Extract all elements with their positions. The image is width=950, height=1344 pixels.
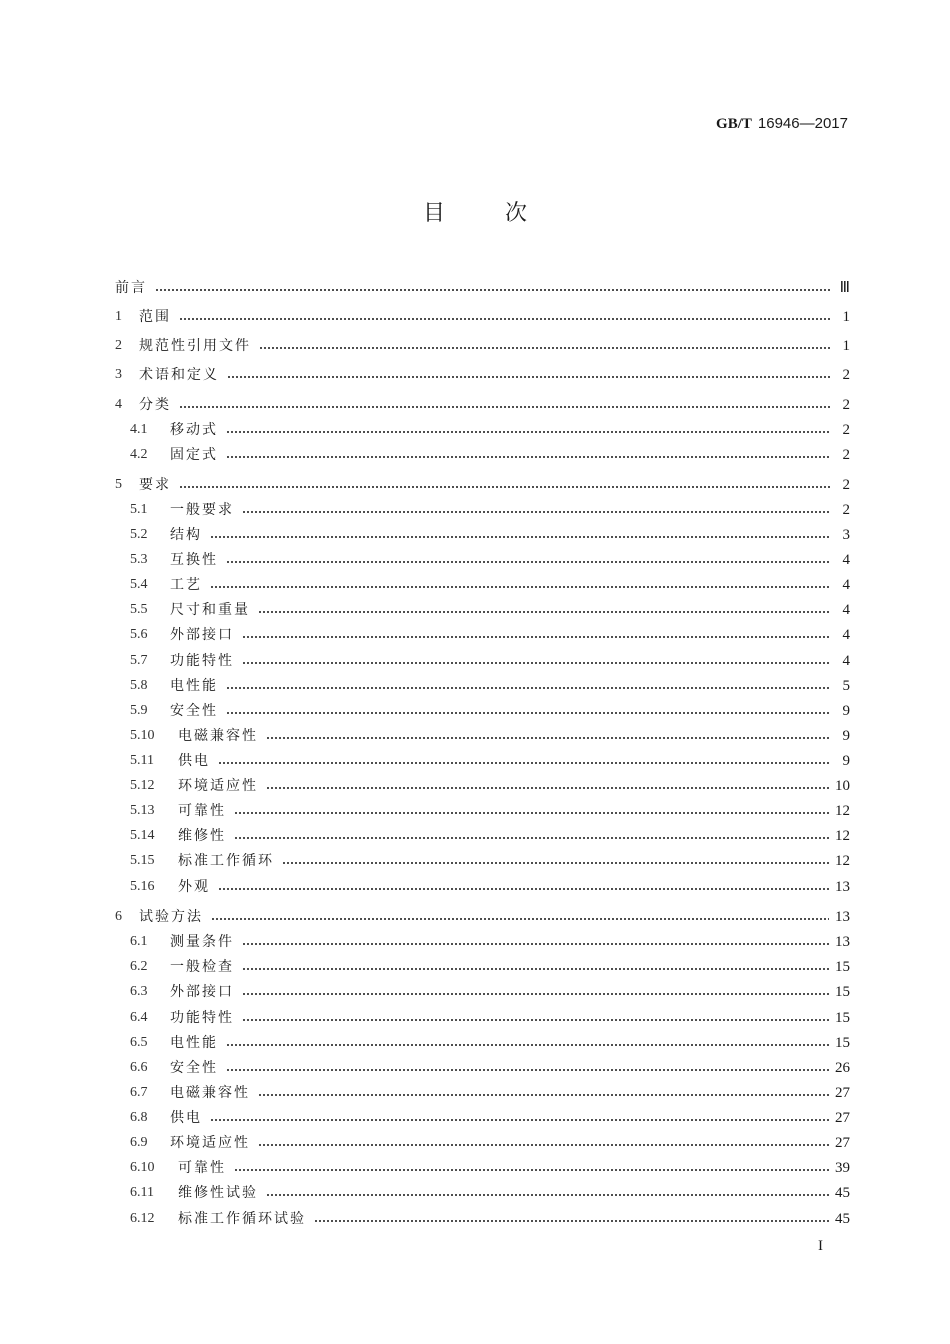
toc-entry-page: 27 (835, 1135, 850, 1151)
toc-entry-page: 1 (842, 338, 850, 354)
toc-entry-label: 环境适应性 (170, 1135, 250, 1151)
dot-leader (179, 474, 830, 496)
dot-leader (258, 599, 830, 621)
toc-entry-page: 2 (842, 397, 850, 413)
toc-entry-label: 前言 (115, 280, 147, 296)
toc-entry-number: 5.1 (130, 502, 148, 517)
dot-leader (282, 850, 829, 872)
toc-entry[interactable] (115, 850, 850, 872)
toc-entry-page: 4 (842, 602, 850, 618)
toc-entry-number: 5.7 (130, 653, 148, 668)
toc-entry-page: 2 (842, 367, 850, 383)
toc-entry-label: 一般检查 (170, 959, 234, 975)
toc-entry-label: 电性能 (170, 1035, 218, 1051)
toc-entry[interactable] (115, 1057, 850, 1079)
toc-entry-label: 供电 (170, 1110, 202, 1126)
toc-entry-label: 工艺 (170, 577, 202, 593)
toc-entry-page: 15 (835, 1010, 850, 1026)
dot-leader (211, 906, 829, 928)
toc-entry[interactable] (115, 876, 850, 898)
toc-entry-number: 5.12 (130, 778, 155, 793)
dot-leader (226, 1032, 829, 1054)
toc-entry[interactable] (115, 1032, 850, 1054)
toc-entry-page: 9 (842, 753, 850, 769)
toc-entry-number: 4.1 (130, 422, 148, 437)
dot-leader (242, 931, 829, 953)
dot-leader (179, 394, 830, 416)
toc-entry-number: 4.2 (130, 447, 148, 462)
toc-entry-label: 可靠性 (178, 803, 226, 819)
toc-entry[interactable] (115, 1007, 850, 1029)
toc-entry-label: 维修性试验 (178, 1185, 258, 1201)
dot-leader (314, 1208, 829, 1230)
title-char-2: 次 (505, 201, 528, 226)
toc-entry-page: 12 (835, 828, 850, 844)
toc-entry[interactable] (115, 1107, 850, 1129)
toc-entry[interactable] (115, 981, 850, 1003)
toc-entry-number: 6.7 (130, 1085, 148, 1100)
toc-entry-page: 27 (835, 1110, 850, 1126)
toc-entry-label: 功能特性 (170, 1010, 234, 1026)
toc-entry[interactable] (115, 675, 850, 697)
toc-entry-page: 4 (842, 552, 850, 568)
title-char-1: 目 (422, 201, 445, 226)
dot-leader (242, 981, 829, 1003)
toc-entry-label: 一般要求 (170, 502, 234, 518)
toc-entry-page: 2 (842, 477, 850, 493)
toc-entry-label: 安全性 (170, 703, 218, 719)
toc-entry[interactable] (115, 650, 850, 672)
toc-entry-label: 外部接口 (170, 627, 234, 643)
toc-entry-number: 6.3 (130, 984, 148, 999)
toc-entry-number: 6.11 (130, 1185, 154, 1200)
toc-entry-label: 固定式 (170, 447, 218, 463)
toc-entry-label: 可靠性 (178, 1160, 226, 1176)
toc-entry-label: 测量条件 (170, 934, 234, 950)
toc-entry-number: 5.4 (130, 577, 148, 592)
toc-entry-number: 6.6 (130, 1060, 148, 1075)
toc-entry[interactable] (115, 700, 850, 722)
toc-entry-label: 环境适应性 (178, 778, 258, 794)
standard-code (716, 114, 848, 133)
toc-entry-number: 5.2 (130, 527, 148, 542)
toc-entry-page: 13 (835, 879, 850, 895)
dot-leader (226, 1057, 829, 1079)
toc-entry-page: 9 (842, 703, 850, 719)
dot-leader (242, 650, 830, 672)
toc-entry-number: 4 (115, 397, 122, 412)
dot-leader (234, 825, 829, 847)
dot-leader (210, 574, 830, 596)
toc-entry-label: 试验方法 (139, 909, 203, 925)
toc-entry-number: 2 (115, 338, 122, 353)
dot-leader (266, 1182, 829, 1204)
dot-leader (234, 800, 829, 822)
toc-entry-number: 5.15 (130, 853, 155, 868)
page-folio: I (818, 1238, 823, 1254)
toc-entry-label: 功能特性 (170, 653, 234, 669)
toc-entry-page: 10 (835, 778, 850, 794)
toc-entry[interactable] (115, 499, 850, 521)
toc-entry-page: Ⅲ (839, 280, 850, 296)
toc-entry-label: 标准工作循环 (178, 853, 274, 869)
dot-leader (210, 1107, 829, 1129)
toc-entry[interactable] (115, 306, 850, 328)
toc-entry[interactable] (115, 549, 850, 571)
toc-entry-number: 5.11 (130, 753, 154, 768)
toc-entry-number: 5.6 (130, 627, 148, 642)
toc-entry-number: 6.12 (130, 1211, 155, 1226)
toc-entry-number: 6.2 (130, 959, 148, 974)
dot-leader (266, 775, 829, 797)
toc-entry[interactable] (115, 956, 850, 978)
toc-entry[interactable] (115, 599, 850, 621)
toc-entry-number: 5.8 (130, 678, 148, 693)
toc-entry[interactable] (115, 1208, 850, 1230)
toc-entry-number: 6.8 (130, 1110, 148, 1125)
toc-entry-label: 电磁兼容性 (178, 728, 258, 744)
toc-entry[interactable] (115, 725, 850, 747)
toc-entry[interactable] (115, 906, 850, 928)
toc-entry-number: 5.9 (130, 703, 148, 718)
toc-entry-page: 27 (835, 1085, 850, 1101)
toc-entry-label: 外观 (178, 879, 210, 895)
standard-prefix: GB/T (716, 116, 752, 132)
toc-entry-label: 规范性引用文件 (139, 338, 251, 354)
dot-leader (155, 277, 830, 299)
toc-entry-number: 6.9 (130, 1135, 148, 1150)
toc-entry-page: 45 (835, 1211, 850, 1227)
toc-entry[interactable] (115, 335, 850, 357)
toc-entry-page: 13 (835, 909, 850, 925)
toc-entry[interactable] (115, 364, 850, 386)
toc-entry[interactable] (115, 444, 850, 466)
toc-entry-number: 6.10 (130, 1160, 155, 1175)
toc-entry-number: 3 (115, 367, 122, 382)
toc-entry[interactable] (115, 800, 850, 822)
toc-entry-label: 电磁兼容性 (170, 1085, 250, 1101)
toc-entry-page: 2 (842, 502, 850, 518)
toc-entry-page: 15 (835, 1035, 850, 1051)
dot-leader (218, 876, 829, 898)
dot-leader (226, 419, 830, 441)
toc-entry-label: 结构 (170, 527, 202, 543)
toc-entry-label: 互换性 (170, 552, 218, 568)
toc-entry-label: 电性能 (170, 678, 218, 694)
toc-entry-page: 26 (835, 1060, 850, 1076)
toc-entry[interactable] (115, 775, 850, 797)
toc-entry-page: 45 (835, 1185, 850, 1201)
toc-entry-label: 维修性 (178, 828, 226, 844)
toc-entry-number: 1 (115, 309, 122, 324)
toc-entry-label: 尺寸和重量 (170, 602, 250, 618)
toc-entry[interactable] (115, 1157, 850, 1179)
toc-entry-page: 9 (842, 728, 850, 744)
dot-leader (226, 549, 830, 571)
toc-entry-page: 15 (835, 984, 850, 1000)
toc-entry-page: 15 (835, 959, 850, 975)
toc-entry[interactable] (115, 1182, 850, 1204)
dot-leader (227, 364, 830, 386)
toc-entry-number: 5.10 (130, 728, 155, 743)
toc-entry-label: 标准工作循环试验 (178, 1211, 306, 1227)
toc-entry-page: 4 (842, 627, 850, 643)
toc-entry-page: 4 (842, 653, 850, 669)
dot-leader (258, 1082, 829, 1104)
dot-leader (226, 700, 830, 722)
dot-leader (258, 1132, 829, 1154)
standard-number: 16946—2017 (757, 115, 848, 132)
toc-entry-number: 5.13 (130, 803, 155, 818)
dot-leader (242, 499, 830, 521)
toc-entry-page: 1 (842, 309, 850, 325)
toc-entry-page: 2 (842, 422, 850, 438)
toc-entry-page: 3 (842, 527, 850, 543)
dot-leader (234, 1157, 829, 1179)
toc-entry[interactable] (115, 574, 850, 596)
dot-leader (266, 725, 830, 747)
toc-entry-label: 术语和定义 (139, 367, 219, 383)
toc-entry-page: 4 (842, 577, 850, 593)
toc-entry-label: 安全性 (170, 1060, 218, 1076)
dot-leader (210, 524, 830, 546)
toc-entry-number: 6 (115, 909, 122, 924)
toc-entry-page: 13 (835, 934, 850, 950)
toc-entry-label: 分类 (139, 397, 171, 413)
toc-entry[interactable] (115, 624, 850, 646)
toc-entry-page: 39 (835, 1160, 850, 1176)
page-title (0, 196, 950, 227)
toc-entry[interactable] (115, 419, 850, 441)
toc-entry-label: 外部接口 (170, 984, 234, 1000)
dot-leader (242, 624, 830, 646)
toc-entry[interactable] (115, 524, 850, 546)
toc-entry-number: 5.16 (130, 879, 155, 894)
toc-entry-page: 12 (835, 853, 850, 869)
toc-entry-page: 12 (835, 803, 850, 819)
toc-entry-number: 5.5 (130, 602, 148, 617)
toc-entry[interactable] (115, 750, 850, 772)
toc-entry-label: 要求 (139, 477, 171, 493)
toc-entry[interactable] (115, 931, 850, 953)
toc-entry-number: 5.14 (130, 828, 155, 843)
toc-entry-number: 6.5 (130, 1035, 148, 1050)
toc-entry-label: 移动式 (170, 422, 218, 438)
toc-entry-page: 2 (842, 447, 850, 463)
toc-entry-label: 范围 (139, 309, 171, 325)
dot-leader (226, 675, 830, 697)
toc-entry-number: 6.1 (130, 934, 148, 949)
dot-leader (242, 1007, 829, 1029)
dot-leader (226, 444, 830, 466)
toc-entry[interactable] (115, 394, 850, 416)
dot-leader (242, 956, 829, 978)
toc-entry-number: 5.3 (130, 552, 148, 567)
toc-entry[interactable] (115, 1132, 850, 1154)
toc-entry-page: 5 (842, 678, 850, 694)
toc-entry-number: 5 (115, 477, 122, 492)
dot-leader (218, 750, 830, 772)
dot-leader (179, 306, 830, 328)
dot-leader (259, 335, 830, 357)
toc-entry[interactable] (115, 825, 850, 847)
toc-entry[interactable] (115, 277, 850, 299)
toc-entry[interactable] (115, 474, 850, 496)
toc-entry-number: 6.4 (130, 1010, 148, 1025)
toc-entry[interactable] (115, 1082, 850, 1104)
toc-entry-label: 供电 (178, 753, 210, 769)
